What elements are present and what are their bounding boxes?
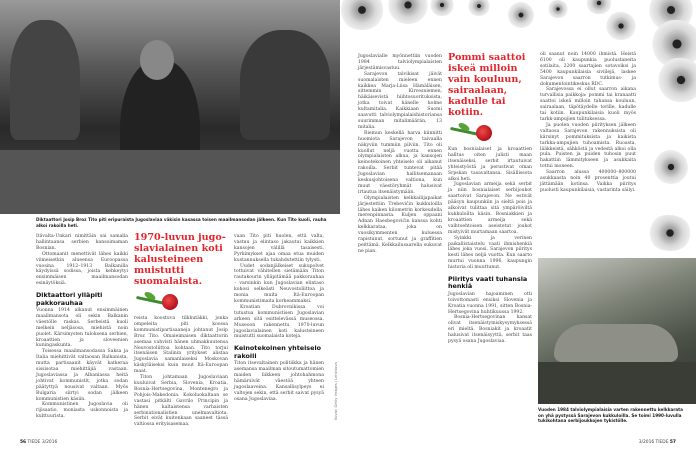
- paragraph: Riemun keskellä harva kiinnitti huomiota Sarajevon taivaalla näkyviin tummiin pilviin. Tito oli kuollut neljä vuotta ennen olympialaisten alkua, ja kansojen keinotekoinen yhteiselo oli alkanut rakoilla. Serbit tuntevat pitää Jugoslavian hallitsemanaan keskusjohtoisena valtiona, kun muut väestöryhmät halusivat irtautua itsenäistymään.: [358, 130, 442, 195]
- paragraph: Ja puolen vuoden piirityksen jälkeen valtaosa Sarajevon rakennuksista oli kärsinyt pommituksista ja kaikista tarkka-ampujien tuhoamista. Ruoasta, lääkkeistä, sähköstä ja vedestä alkoi olla pula. Puisten ja puiden tuhosin puut hakattiin lämmitykseen ja asukkaita tottui moneen.: [540, 122, 636, 170]
- paragraph: Kommunistinen Jugoslavia oli rijisaatio, moniasta uskonnoista ja kulttuurista.: [36, 402, 128, 420]
- page-number: 57: [669, 440, 676, 445]
- subheading: Diktaattori ylläpiti pakkorauhaa: [36, 291, 103, 307]
- paragraph: Jugoslavian hajoaminen otti toivottomasti ensiksi Slovenia ja Kroatia vuonna 1991, sitten Bosnia-Hertsegovina huhtikuussa 1992.: [448, 291, 532, 315]
- magazine-issue: TIEDE 3/2016: [27, 440, 58, 445]
- paragraph: oli saanut noin 14000 ihmistä. Heistä 6100 oli kaupunkia puolustaneita sotilaita, 2200 saartajien sotavoiksi ja 5400 kaupunkilaisia siviilejä, laskee Sarajevon saarron tutkimus- ja dokumentointikeskus RDC.: [540, 52, 636, 87]
- photo-caption: Vuoden 1984 talviolympialaisia varten rakennettu kelkkarata on yhä pystyssä Sarajevon kukkuloilla. Se toimi 1990-luvulla tukikohtana serbijoukkojen tykistölle.: [538, 407, 683, 423]
- paragraph: Kroatian Dubrovnikissa voi tutustua kommunistisen Jugoslavian arkeen sitä esittelevässä museossa. Museoon rakennettu 1970-luvun jugoslavialainen koti kalusteineen muistutti suomalaista koteja.: [234, 304, 324, 340]
- paragraph: Itävalta-Unkari nimittäin sai samalla hallintaansa serbien kansoimaman Bosnian.: [36, 234, 128, 251]
- right-footer: [639, 440, 676, 445]
- left-column-2: [134, 232, 228, 428]
- rose-icon: [448, 121, 498, 143]
- paragraph: Uudet sodanjälkeiset sukupolvet tottuivat vähitellen sietämään Titon rautakourin ylläpitämää pakkorauhaa – varsinkin kun Jugoslavian elintaso kohosi selkeästi Neuvostoliittoa ja monia muita Itä-Euroopan kommunistimaita korkeammaksi.: [234, 263, 324, 304]
- rose-icon: [134, 290, 184, 312]
- paragraph: Saarron alussa 400000–800000 asukkaasta noin 40 prosenttia joutui jättämään kotinsa. Vaikka piiritys puolusti kaupunkilaisia, vastarinta säilyi.: [540, 170, 636, 193]
- right-column-3: [540, 52, 636, 194]
- subheading: Piiritys vaati tuhansia henkiä: [448, 275, 528, 291]
- left-column-3: [234, 234, 324, 402]
- paragraph: Olympialaisten kelkkailijapaikat järjestettiin Trebevićin kukkuloilla lähes kaiken kilometrin korkeudella merenpinnasta. Kuljen oppaani Adnan Haesbegovićin kanssa kohti kelkkarataa, joka on vuosikymmenten kuluessa rapistunut, sortunut ja graffitien peittämä. Kelkkailusaarella sukuvat ne pian.: [358, 195, 442, 254]
- pull-quote: Pommi saattoi iskeä milloin vain kouluun, sairaalaan, kadulle tai kotiin.: [448, 52, 526, 118]
- paragraph: Titon johtamaan Jugoslaviaan kuuluivat Serbia, Slovenia, Kroatia, Bosnia-Hertsegovina, Montenegro ja Pohjois-Makedonia. Kokoluokaltaan se vastasi pitkälti Gavrilo Principin ja hänen kaltaistensa varhaisten serbinationalistien unelmavaltiota. Serbit eivät kuitenkaan saaneet tässä valtiossa erityisasemaa,: [134, 375, 228, 428]
- bobsled-track-photo: [538, 258, 696, 404]
- left-footer: [20, 440, 57, 445]
- paragraph: reista koostuva tilkkutäkki, jonka ompeleita piti koossa kommunistipartisaaneja johtanut Josip Broz Tito. Omaleimaisen diktaattorin asemaa vahvisti hänen uhmakkuutensa Neuvostoliittoa kohtaan. Tito torjui itsenäisen Stalinin yritykset alistaa Jugoslavia samanlaiseksi Moskovan käskyläiseksi kuin muut Itä-Euroopan maat.: [134, 316, 228, 375]
- pull-quote: 1970-luvun jugoslavialainen koti kalusteineen muistutti suomalaista.: [134, 232, 226, 287]
- paragraph: Vuonna 1914 alkanut ensimmäinen maailmansota oli sekin Balkanin väestölle raskas. Serbeistä kuoli melkein neljäsosa, miehistä noin puolet. Kärsimysten tuloksena serbien, kroaattien ja sloveenien kuningaskunta.: [36, 307, 128, 349]
- paragraph: Syinkki ja verinen paikallistaistelu vaati ihmishenkiä lähes joka vuosi. Sarajevon piiritys kesti lähes neljä vuotta. Kun saarto murtui vuonna 1996, kaupungin historia oli muuttunut.: [448, 235, 532, 271]
- paragraph: Jugoslavialle myönnettiin vuoden 1984 talviolympialaisten järjestämisvastuu.: [358, 54, 442, 71]
- paragraph: Sarajevossa ei ollut saarron aikana turvallisia paikkoja: pommi tai kranaatti saattoi iskeä milloin tahansa kouluun, sairaalaan, täpötäydelle torille, kadulle tai kotiin. Kaupunkilaisia kuoli myös tarkk-ampujien tulituksessa.: [540, 87, 636, 122]
- right-column-2: [448, 52, 532, 345]
- subheading: Keinotekoinen yhteiselo rakoili: [234, 344, 322, 360]
- paragraph: Sarajevon talvikisat jäivät suomalaisten mieleen ennen kaikkea Marja-Liisa Hämäläisen, sittemmin Kirvesniemen, häikäisevistä hiihtosuorituksista, jotka toivat hänelle kolme kultamitalia. Kaikkiaan Suomi saavutti talviolympialaishistoriansa suurimman mitalimäärän, 13 mitalia.: [358, 71, 442, 130]
- paragraph: Bosnia-Hertsegovinan kansat olivat itsenäistymiskysymyksessä eri mieltä. Bosniakit ja kroaatit halusivat itsenäisyyttä, serbit taas pysyä osana Jugoslaviaa.: [448, 315, 532, 345]
- right-page: [348, 0, 696, 450]
- photo-credit: Kuvat: Getty Images / Lehtikuva: [334, 362, 338, 420]
- paragraph: Jugoslavian armeija sekä serbit ja niin bosnialaiset serbijoukot saartoivat Sarajevon. Ne estivät pääsyn kaupunkiin ja sieltä pois ja alkoivat tulittaa sitä ympäröiviltä kukkuloilta käsin. Bosniakkien ja kroaattien armeija sekä vaihtoehtoisen aseistetut joukot mistyivät murtamaan saartoa.: [448, 182, 532, 235]
- paragraph: Ottomaanit menettivät lähes kaikki viimeisetkin alueensa Euroopassa vuosina 1912–1913 Balkanilla käydyissä sodissa, joista kehkeytyi ensimmäisen maailmansodan esinäytöksiä.: [36, 251, 128, 287]
- page-number: 56: [20, 440, 27, 445]
- paragraph: Titon itsevaltainen politiikka ja hänen asemansa maailman sitoutumattomien maiden liikkeen johtohahmona hämärsivät väestöä yhteen jugoslaaveina. Kansallisylpeys ei valtojen sekin, että serbit saivat pysyä osana Jugoslaviaa.: [234, 361, 324, 402]
- paragraph: Toisessa maailmansodassa Saksa ja Italia miehittivät valtaosan Balkanista, mutta partisaanit käyvät katkeraa sissisotaa miehittäjiä vastaan. Jugoslaviassa ja Albaniassa heitä johtivat kommunistit, jotka sodan päätyttyä nousivat valtaan. Myös Bulgaria siirtyi sodan jälkeen kommunistien käsiin.: [36, 349, 128, 402]
- tito-photo: [0, 0, 340, 214]
- magazine-issue: 3/2016 TIEDE: [638, 440, 669, 445]
- paragraph: vaan Tito piti huolen, että valta, vastuu ja elintaso jakautui kaikkien kansojen välillä tasaisesti. Pyrkimykset ajaa omaa etua muiden kustannuksella tukahdutettiin tylysti.: [234, 234, 324, 263]
- right-column-1: [358, 54, 442, 255]
- photo-caption: Diktaattori Josip Broz Tito piti eripuraista Jugoslaviaa väkisin kasassa toisen maailmansodan jälkeen. Kun Tito kuoli, rauha alkoi rakoilla heti.: [36, 217, 327, 228]
- left-column-1: [36, 234, 128, 420]
- paragraph: Kun bosnialaiset ja kroaattien halltus oiten julisti maan itsenäiseksi, serbit irtautuivat yhteistyöstä ja perustivat oman Srpskan tasavaltansa. Sisällissota alkoi heti.: [448, 147, 532, 182]
